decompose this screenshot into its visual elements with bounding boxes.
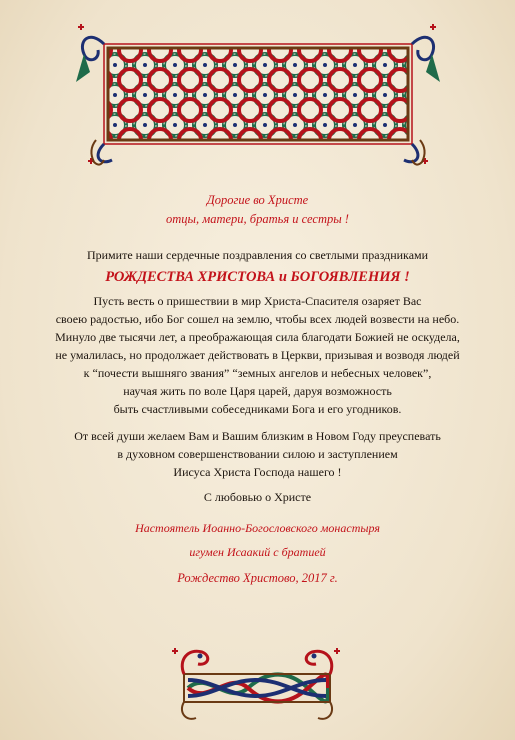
- paragraph-1-line: к “почести вышняго звания” “земных ангелов и небесных человек”,: [83, 366, 432, 380]
- paragraph-1-line: своею радостью, ибо Бог сошел на землю, чтобы всех людей возвести на небо.: [55, 312, 460, 326]
- paragraph-2-line: Иисуса Христа Господа нашего !: [173, 465, 342, 479]
- bottom-ornament-icon: [168, 640, 343, 726]
- top-ornament-icon: [70, 20, 445, 170]
- intro-text: Примите наши сердечные поздравления со светлыми праздниками: [86, 248, 429, 262]
- paragraph-1-line: Минуло две тысячи лет, а преображающая сила благодати Божией не оскудела,: [55, 330, 460, 344]
- signature-line-1: Настоятель Иоанно-Богословского монастыря: [135, 521, 380, 535]
- paragraph-2: [0, 427, 515, 481]
- greeting-line-1: Дорогие во Христе: [206, 193, 309, 207]
- feast-title: РОЖДЕСТВА ХРИСТОВА и БОГОЯВЛЕНИЯ !: [105, 269, 410, 285]
- paragraph-1-line: научая жить по воле Царя царей, даруя возможность: [123, 384, 392, 398]
- paragraph-1-line: Пусть весть о пришествии в мир Христа-Спасителя озаряет Вас: [93, 294, 422, 308]
- paragraph-2-line: в духовном совершенствовании силою и заступлением: [117, 447, 398, 461]
- closing-text: С любовью о Христе: [203, 490, 312, 504]
- paragraph-1: [0, 292, 515, 418]
- paragraph-1-line: быть счастливыми собеседниками Бога и его угодников.: [113, 402, 402, 416]
- greeting-line-2: отцы, матери, братья и сестры !: [166, 212, 349, 226]
- paragraph-1-line: не умалилась, но продолжает действовать в Церкви, призывая и возводя людей: [55, 348, 460, 362]
- signature-line-2: игумен Исаакий с братией: [189, 545, 326, 559]
- date-line: Рождество Христово, 2017 г.: [177, 571, 338, 585]
- paragraph-2-line: От всей души желаем Вам и Вашим близким в Новом Году преуспевать: [74, 429, 441, 443]
